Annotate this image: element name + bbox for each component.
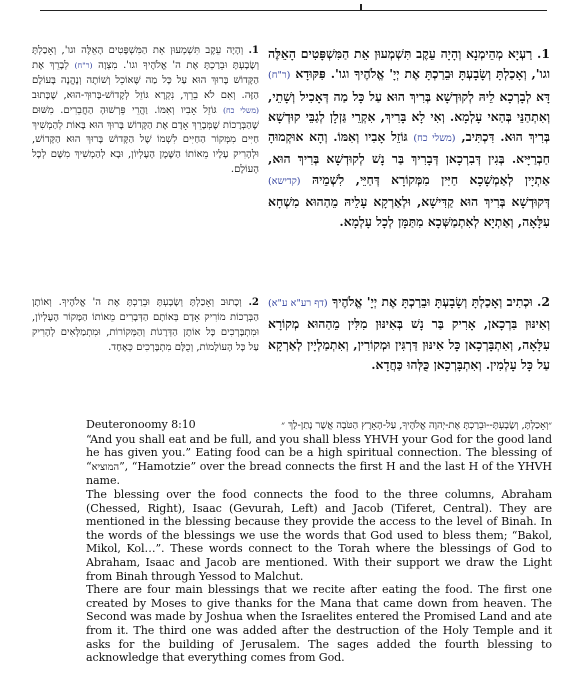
aramaic-zohar-verse-2	[268, 292, 550, 414]
source-reference: (דף רע"א ע"א)	[268, 298, 328, 309]
source-reference: (משלי כח)	[413, 133, 456, 145]
commentary-paragraph-2: The blessing over the food connects the food to the three columns, Abraham (Chessed, Right), Isaac (Gevurah, Left) and Jacob (Tiferet, Central). They are mentioned in the blessing because they provide the access to the level of Binah. In the words of the blessings we use the words that God used to bless them; “Bakol, Mikol, Kol…”. These words connect to the Torah where the blessings of God to Abraham, Isaac and Jacob are mentioned. With their support we draw the Light from Binah through Yessod to Malchut.	[86, 487, 552, 583]
source-reference: (משלי כח)	[222, 105, 259, 115]
source-reference: (ר"ח)	[268, 70, 291, 82]
verse-citation	[86, 418, 552, 433]
verse-hebrew: ״וְאָכַלְתָּ, וְשָׂבָעְתָּ--וּבֵרַכְתָּ אֶת-יְהוָה אֱלֹהֶיךָ, עַל-הָאָרֶץ הַטֹּבָה אֲשֶׁר נָתַן-לָךְ ״	[281, 420, 552, 431]
hamotzie-hebrew: המוציא	[91, 461, 120, 473]
header-rule	[40, 10, 547, 11]
commentary-paragraph-3: There are four main blessings that we recite after eating the food. The first one created by Moses to give thanks for the Mana that came down from heaven. The Second was made by Joshua when the Israelites entered the Promised Land and ate from it. The third one was added after the destruction of the Holy Temple and it asks for the building of Jerusalem. The sages added the fourth blessing to acknowledge that everything comes from God.	[86, 583, 552, 665]
verse-text-mid: לְבָרֵךְ אֶת הַקָּדוֹשׁ בָּרוּךְ הוּא עַל כָּל מַה שֶּׁאוֹכֵל וְשׁוֹתֶה וְנֶהֱנֶה בָּעוֹלָם הַזֶּה. וְאִם לֹא בֵרֵךְ, נִקְרָא גּוֹזֵל לְקָדוֹשׁ-בָּרוּךְ-הוּא, שֶׁכָּתוּב	[32, 59, 259, 101]
verse-text-lead: וְהָיָה עֵקֶב תִּשְׁמְעוּן אֵת הַמִּשְׁפָּטִים הָאֵלֶּה וגו', וְאָכַלְתָּ וְשָׂבָעְתָּ וּבֵרַכְתָּ אֶת ה' אֱלֹהֶיךָ וגו'. מִצְוָה	[32, 45, 259, 71]
verse-reference: Deuteronoomy 8:10	[86, 418, 196, 431]
verse-text-tail: גּוֹזֵל אָבִיו וְאִמּוֹ. וְהָא אוּקְמוּהָ חַבְרַיָּיא. בְּגִין דְּבִרְכָאן דְּבָרִיךְ בַּר נָשׁ לְקוּדְשָׁא בְּרִיךְ הוּא, אַתְיָין לְאַמְשָׁכָא חַיִּין מִמְּקוֹרָא דְּחַיֵּי, לִשְׁמֵיהּ	[268, 129, 550, 187]
hebrew-translation-verse-1	[32, 44, 259, 284]
source-reference: (קדישא)	[268, 175, 301, 187]
verse-text-mid: דָּא לְבָרְכָא לֵיהּ לְקוּדְשָׁא בְּרִיךְ הוּא עַל כָּל מַה דְּאָכִיל וְשָׁתֵי, וְאִתְהַנֵּי בְּהַאי עָלְמָא. וְאִי לָא בָּרִיךְ, אִקְרֵי גַּזְלָן לְגַבֵּי קוּדְשָׁא בְּרִיךְ הוּא. דִּכְתִּיב,	[268, 88, 550, 145]
verse-number: 2.	[537, 294, 550, 309]
verse-text-tail2: דְּקוּדְשָׁא בְּרִיךְ הוּא קַדִּישָׁא, וּלְאַרְקָא עָלֵיהּ מֵהַהוּא מִשְׁחָא עִלָּאָה, וְאַתְיָא לְאִתְמַשְּׁכָא מִתַּמָּן לְכָל עָלְמָא.	[268, 194, 550, 230]
aramaic-zohar-verse-1	[268, 44, 550, 284]
source-reference: (ר"ח)	[74, 60, 93, 70]
verse-text-tail: גּוֹזֵל אָבִיו וְאִמּוֹ. וַהֲרֵי פֵּרְשׁוּהָ הַחֲבֵרִים. מִשּׁוּם שֶׁהַבְּרָכוֹת שֶׁמְּבָרֵךְ אָדָם אֶת הַקָּדוֹשׁ בָּרוּךְ הוּא בָּאוֹת לְהַמְשִׁיךְ חַיִּים מִמְּקוֹר הַחַיִּים לִשְׁמוֹ שֶׁל הַקָּדוֹשׁ בָּרוּךְ הוּא הַקָּדוֹשׁ, וּלְהָרִיק עָלָיו מֵאוֹתוֹ הַשֶּׁמֶן הָעֶלְיוֹן, וּבָא לְהַמְשִׁיךְ מִשָּׁם לְכָל הָעוֹלָם.	[32, 104, 259, 176]
verse-text-lead: רַעְיָא מְהֵימְנָא וְהָיָה עֵקֶב תִּשְׁמְעוּן אֵת הַמִּשְׁפָּטִים הָאֵלֶּה וגו', וְאָכַלְתָּ וְשָׂבָעְתָּ וּבֵרַכְתָּ אֶת יְיָ' אֱלֹהֶיךָ וגו'. פִּקּוּדָא	[268, 46, 550, 82]
verse-text-tail: וְאִינּוּן בִּרְכָאן, אָרִיק בַּר נָשׁ בְּאִינּוּן מִלִּין מֵהַהוּא מְקוֹרָא עִלָּאָה, וְאִתְבָּרְכָאן כָּל אִינּוּן דַּרְגִּין וּמְקוֹרִין, וְאִתְמַלְיָין לְאַרְקָא עַל כָּל עָלְמִין. וְאִתְבָּרְכָאן כֻּלְּהוּ כַּחֲדָא.	[268, 316, 550, 372]
verse-number: 1.	[537, 46, 550, 61]
commentary-paragraph-1: “And you shall eat and be full, and you shall bless YHVH your God for the good land he has given you.” Eating food can be a high spiritual connection. The blessing of “המוציא”, “Hamotzie” over the bread connects the first H and the last H of the YHVH name.	[86, 432, 552, 488]
verse-text-lead: וּכְתִיב וְאָכַלְתָּ וְשָׂבָעְתָּ וּבֵרַכְתָּ אֶת יְיָ' אֱלֹהֶיךָ	[332, 294, 533, 309]
english-commentary	[86, 418, 552, 668]
hebrew-translation-verse-2	[32, 296, 259, 390]
verse-number: 2.	[248, 297, 259, 308]
verse-text: וְכָתוּב וְאָכַלְתָּ וְשָׂבָעְתָּ וּבֵרַכְתָּ אֶת ה' אֱלֹהֶיךָ. וְאוֹתָן הַבְּרָכוֹת מוֹרִיק אָדָם בְּאוֹתָם הַדְּבָרִים מֵאוֹתוֹ הַמָּקוֹר הָעֶלְיוֹן, וּמִתְבָּרְכִים כָּל אוֹתָן הַדְּרָגוֹת וְהַמְּקוֹרוֹת, וּמִתְמַלְּאִים לְהָרִיק עַל כָּל הָעוֹלָמוֹת, וְכֻלָּם מִתְבָּרְכִים כְּאֶחָד.	[32, 297, 259, 353]
verse-number: 1.	[248, 45, 259, 56]
header-tick	[360, 4, 362, 10]
